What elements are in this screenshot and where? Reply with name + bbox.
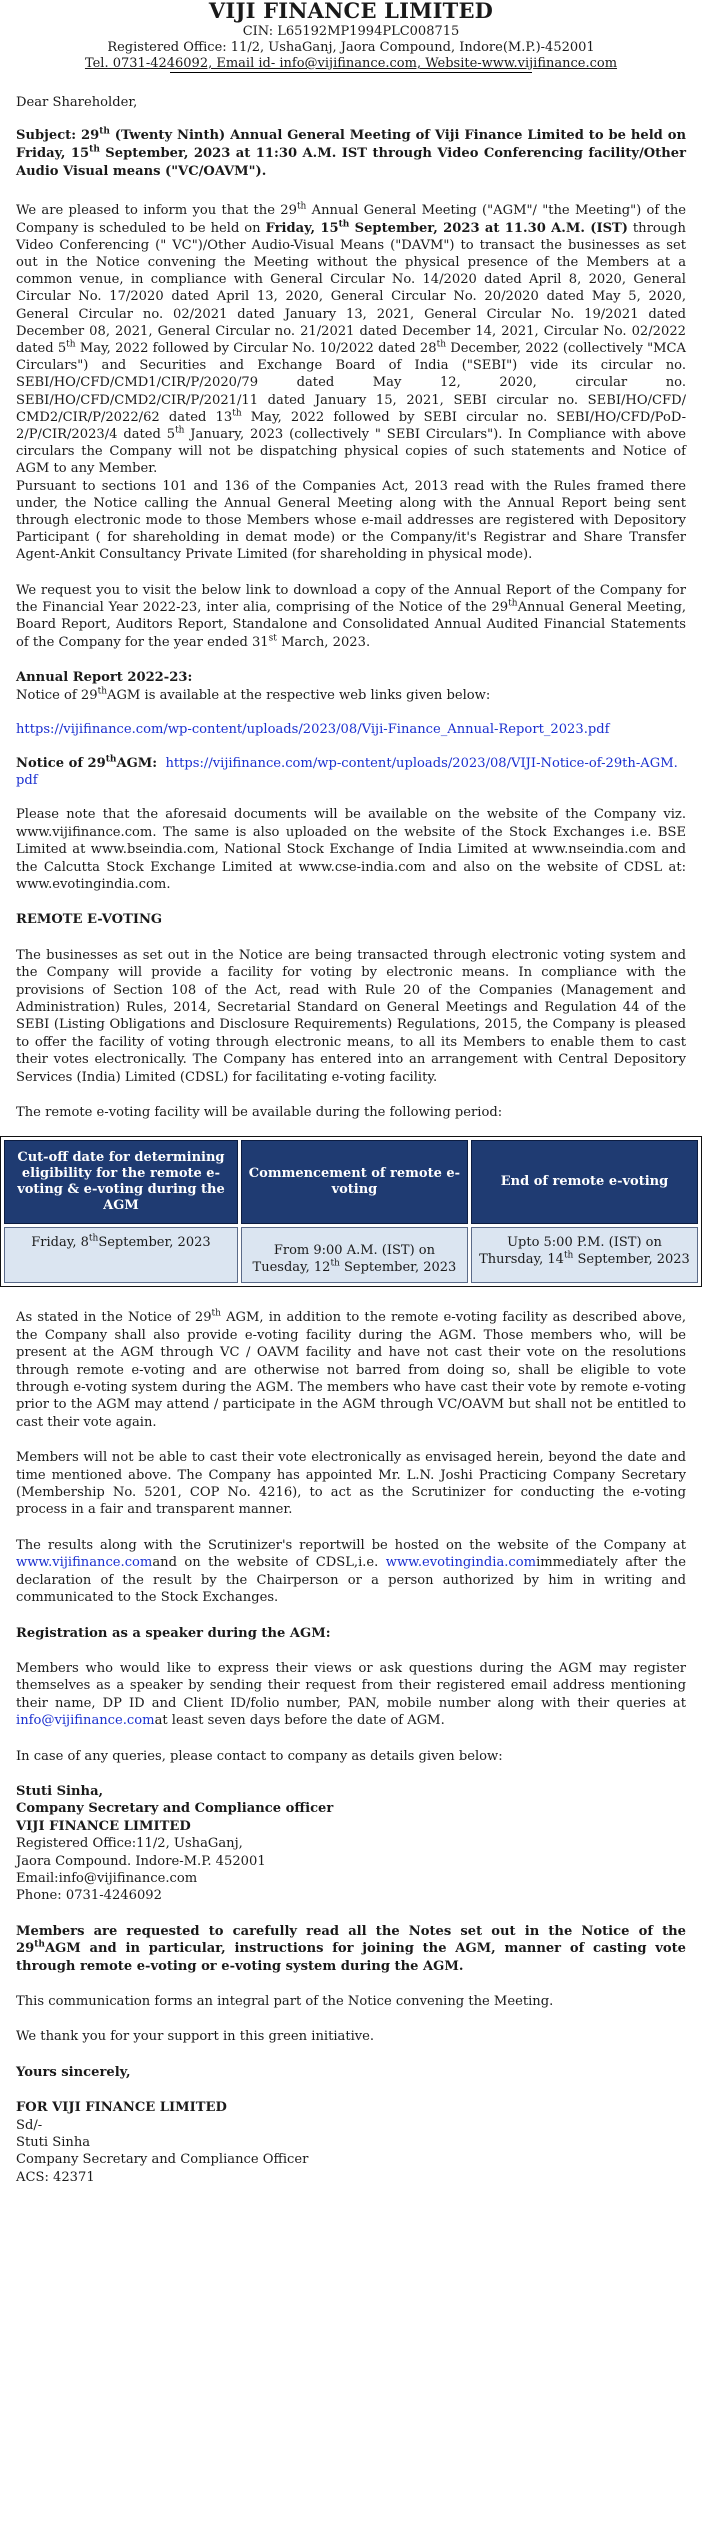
contact-details: Tel. 0731-4246092, Email id- info@vijifinance.com, Website-www.vijifinance.com [84, 56, 618, 71]
table-header-row [4, 1140, 698, 1224]
evoting-schedule-table [0, 1136, 702, 1287]
queries-line: In case of any queries, please contact to company as details given below: [16, 1748, 503, 1764]
contact-address-line1: Registered Office:11/2, UshaGanj, [16, 1836, 243, 1852]
as-stated-paragraph: As stated in the Notice of 29th AGM, in addition to the remote e-voting facility as described above, the Company shall also provide e-voting facility during the AGM. Those members who, will be present at the AGM through VC / OAVM facility and have not cast their vote on the resolutions through remote e-voting and are otherwise not barred from doing so, shall be eligible to vote through e-voting system during the AGM. The members who have cast their vote by remote e-voting prior to the AGM may attend / participate in the AGM through VC/OAVM but shall not be entitled to cast their vote again. [16, 1309, 687, 1430]
company-website-link[interactable]: www.vijifinance.com [16, 1555, 153, 1571]
subject-label: Subject: [16, 128, 77, 144]
signature-sd: Sd/- [16, 2117, 43, 2133]
table-row [4, 1227, 698, 1283]
pursuant-paragraph: Pursuant to sections 101 and 136 of the Companies Act, 2013 read with the Rules framed there under, the Notice calling the Annual General Meeting along with the Annual Report being sent through electronic mode to those Members whose e-mail addresses are registered with Depository Participant ( for shareholding in demat mode) or the Company/it's Registrar and Share Transfer Agent-Ankit Consultancy Private Limited (for shareholding in physical mode). [16, 478, 686, 563]
header-commencement: Commencement of remote e-voting [241, 1140, 468, 1224]
notice-link-row [16, 755, 686, 790]
notice-link[interactable]: https://vijifinance.com/wp-content/uploads/2023/08/VIJI-Notice-of-29th-AGM.pdf [16, 755, 678, 788]
annual-report-link-row [16, 721, 686, 738]
contact-company: VIJI FINANCE LIMITED [16, 1818, 191, 1834]
signature-acs: ACS: 42371 [16, 2169, 95, 2185]
notes-instruction: Members are requested to carefully read all the Notes set out in the Notice of the 29thAGM and in particular, instructions for joining the AGM, manner of casting vote through remote e-voting or e-voting system during the AGM. [16, 1923, 686, 1974]
contact-email: Email:info@vijifinance.com [16, 1870, 198, 1886]
evoting-paragraph: The businesses as set out in the Notice are being transacted through electronic voting system and the Company will provide a facility for voting by electronic means. In compliance with the provisions of Section 108 of the Act, read with Rule 20 of the Companies (Management and Administration) Rules, 2014, Secretarial Standard on General Meetings and Regulation 44 of the SEBI (Listing Obligations and Disclosure Requirements) Regulations, 2015, the Company is pleased to offer the facility of voting through electronic means, to all its Members to enable them to cast their votes electronically. The Company has entered into an arrangement with Central Depository Services (India) Limited (CDSL) for facilitating e-voting facility. [16, 947, 686, 1085]
intro-paragraph: We are pleased to inform you that the 29th Annual General Meeting ("AGM"/ "the Meeting") of the Company is scheduled to be held on Friday, 15th September, 2023 at 11.30 A.M. (IST) through Video Conferencing (" VC")/Other Audio-Visual Means ("DAVM") to transact the businesses as set out in the Notice convening the Meeting without the physical presence of the Members at a common venue, in compliance with General Circular No. 14/2020 dated April 8, 2020, General Circular No. 17/2020 dated April 13, 2020, General Circular No. 20/2020 dated May 5, 2020, General Circular no. 02/2021 dated January 13, 2021, General Circular No. 19/2021 dated December 08, 2021, General Circular no. 21/2021 dated December 14, 2021, Circular No. 02/2022 dated 5th May, 2022 followed by Circular No. 10/2022 dated 28th December, 2022 (collectively "MCA Circulars") and Securities and Exchange Board of India ("SEBI") vide its circular no. SEBI/HO/CFD/CMD1/CIR/P/2020/79 dated May 12, 2020, circular no. SEBI/HO/CFD/CMD2/CIR/P/2021/11 dated January 15, 2021, SEBI circular no. SEBI/HO/CFD/ CMD2/CIR/P/2022/62 dated 13th May, 2022 followed by SEBI circular no. SEBI/HO/CFD/PoD-2/P/CIR/2023/4 dated 5th January, 2023 (collectively " SEBI Circulars"). In Compliance with above circulars the Company will not be dispatching physical copies of such statements and Notice of AGM to any Member. [16, 202, 686, 477]
registered-office: Registered Office: 11/2, UshaGanj, Jaora Compound, Indore(M.P.)-452001 [107, 40, 595, 55]
contact-name: Stuti Sinha, [16, 1783, 104, 1799]
letter-page [16, 0, 690, 2186]
thanks-line: We thank you for your support in this green initiative. [16, 2029, 375, 2045]
cdsl-website-link[interactable]: www.evotingindia.com [385, 1555, 537, 1571]
results-paragraph: The results along with the Scrutinizer's reportwill be hosted on the website of the Company at www.vijifinance.comand on the website of CDSL,i.e. www.evotingindia.comimmediately after the declaration of the result by the Chairperson or a person authorized by him in writing and communicated to the Stock Exchanges. [16, 1537, 686, 1606]
speaker-email-link[interactable]: info@vijifinance.com [16, 1713, 155, 1729]
notice-link-label: Notice of 29thAGM: [16, 754, 158, 771]
speaker-paragraph: Members who would like to express their views or ask questions during the AGM may register themselves as a speaker by sending their request from their registered email address mentioning their name, DP ID and Client ID/folio number, PAN, mobile number along with their queries at info@vijifinance.comat least seven days before the date of AGM. [16, 1660, 686, 1729]
contact-address-line2: Jaora Compound. Indore-M.P. 452001 [16, 1853, 266, 1869]
annual-report-heading: Annual Report 2022-23: [16, 670, 193, 686]
speaker-heading: Registration as a speaker during the AGM: [16, 1625, 331, 1641]
commencement-cell: From 9:00 A.M. (IST) on Tuesday, 12th September, 2023 [241, 1227, 468, 1283]
signature-for: FOR VIJI FINANCE LIMITED [16, 2100, 227, 2116]
integral-line: This communication forms an integral part of the Notice convening the Meeting. [16, 1994, 554, 2010]
contact-phone: Phone: 0731-4246092 [16, 1888, 162, 1904]
annual-report-notice: Notice of 29thAGM is available at the respective web links given below: [16, 686, 491, 703]
evoting-period-intro: The remote e-voting facility will be available during the following period: [16, 1105, 503, 1121]
contact-designation: Company Secretary and Compliance officer [16, 1801, 334, 1817]
closing-line: Yours sincerely, [16, 2064, 131, 2080]
company-name: VIJI FINANCE LIMITED [208, 0, 494, 23]
annual-report-link[interactable]: https://vijifinance.com/wp-content/uploads/2023/08/Viji-Finance_Annual-Report_2023.pdf [16, 722, 610, 738]
evoting-heading: REMOTE E-VOTING [16, 912, 163, 928]
signature-block [16, 2099, 686, 2186]
request-paragraph: We request you to visit the below link to download a copy of the Annual Report of the Company for the Financial Year 2022-23, inter alia, comprising of the Notice of the 29thAnnual General Meeting, Board Report, Auditors Report, Standalone and Consolidated Annual Audited Financial Statements of the Company for the year ended 31st March, 2023. [16, 582, 686, 650]
header-cutoff: Cut-off date for determining eligibility for the remote e-voting & e-voting during the AGM [4, 1140, 238, 1224]
header-end: End of remote e-voting [471, 1140, 698, 1224]
cin-number: CIN: L65192MP1994PLC008715 [242, 24, 460, 39]
cutoff-date-cell: Friday, 8thSeptember, 2023 [4, 1227, 238, 1283]
contact-block [16, 1783, 686, 1905]
members-note-paragraph: Members will not be able to cast their vote electronically as envisaged herein, beyond the date and time mentioned above. The Company has appointed Mr. L.N. Joshi Practicing Company Secretary (Membership No. 5201, COP No. 4216), to act as the Scrutinizer for conducting the e-voting process in a fair and transparent manner. [16, 1450, 686, 1518]
end-cell: Upto 5:00 P.M. (IST) on Thursday, 14th September, 2023 [471, 1227, 698, 1283]
letterhead [16, 0, 686, 73]
signature-name: Stuti Sinha [16, 2135, 91, 2151]
signature-designation: Company Secretary and Compliance Officer [16, 2152, 309, 2168]
subject-line: Subject: 29th (Twenty Ninth) Annual General Meeting of Viji Finance Limited to be held on Friday, 15th September, 2023 at 11:30 A.M. IST through Video Conferencing facility/Other Audio Visual means ("VC/OAVM"). [16, 127, 686, 180]
availability-paragraph: Please note that the aforesaid documents will be available on the website of the Company viz. www.vijifinance.com. The same is also uploaded on the website of the Stock Exchanges i.e. BSE Limited at www.bseindia.com, National Stock Exchange of India Limited at www.nseindia.com and the Calcutta Stock Exchange Limited at www.cse-india.com and also on the website of CDSL at: www.evotingindia.com. [16, 807, 686, 892]
salutation: Dear Shareholder, [16, 95, 138, 110]
